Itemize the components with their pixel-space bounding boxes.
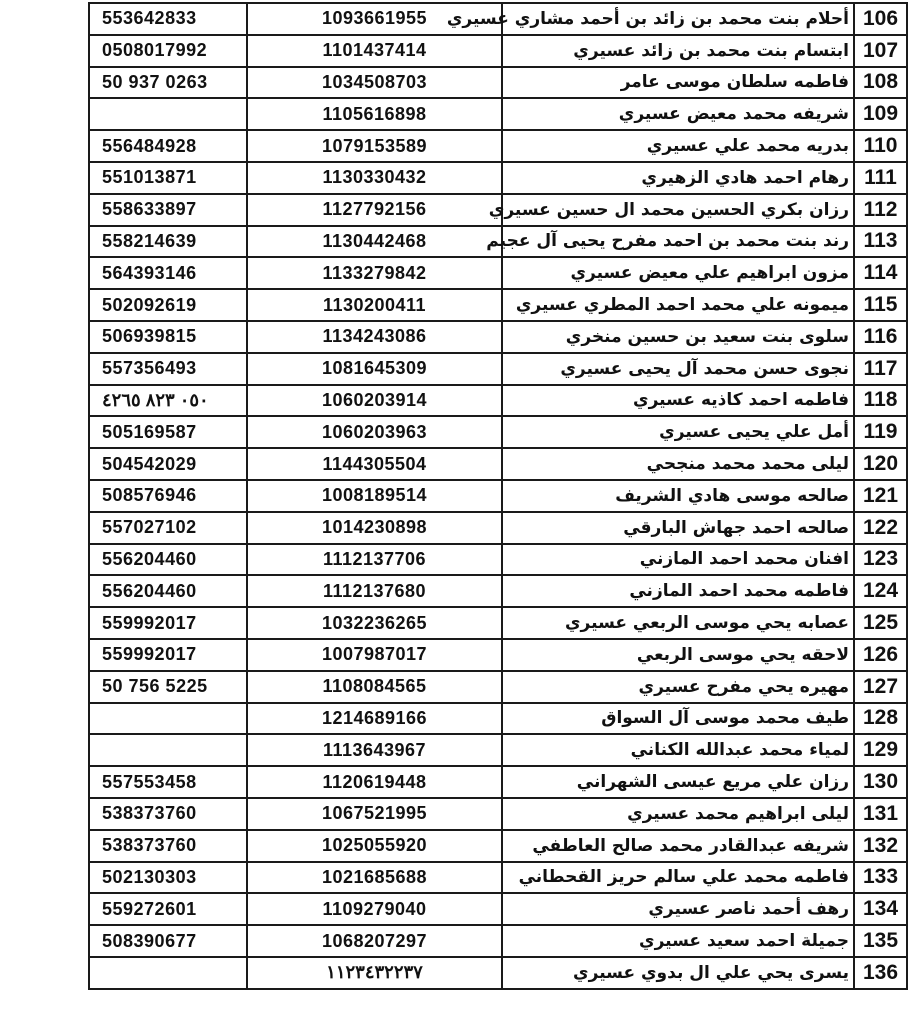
row-number-cell: 119 [854,416,907,448]
id-number-cell: 1105616898 [247,98,502,130]
table-row [89,575,907,607]
phone-cell: 502092619 [89,289,247,321]
row-number-cell: 116 [854,321,907,353]
id-number-cell: 1081645309 [247,353,502,385]
row-number-cell: 129 [854,734,907,766]
name-cell: فاطمه سلطان موسى عامر [502,67,854,99]
table-row [89,830,907,862]
row-number-cell: 128 [854,703,907,735]
phone-cell: 551013871 [89,162,247,194]
id-number-cell: 1130442468 [247,226,502,258]
id-number-cell: 1068207297 [247,925,502,957]
id-number-cell: 1113643967 [247,734,502,766]
table-row [89,162,907,194]
row-number-cell: 118 [854,385,907,417]
id-number-cell: 1008189514 [247,480,502,512]
name-cell: لمياء محمد عبدالله الكناني [502,734,854,766]
table-row [89,67,907,99]
table-row [89,353,907,385]
id-number-cell: 1109279040 [247,893,502,925]
phone-cell: 508390677 [89,925,247,957]
row-number-cell: 111 [854,162,907,194]
table-row [89,98,907,130]
name-cell: مهيره يحي مفرح عسيري [502,671,854,703]
row-number-cell: 113 [854,226,907,258]
id-number-cell: 1133279842 [247,257,502,289]
table-row [89,194,907,226]
id-number-cell: 1101437414 [247,35,502,67]
table-row [89,385,907,417]
row-number-cell: 109 [854,98,907,130]
row-number-cell: 133 [854,862,907,894]
name-cell: سلوى بنت سعيد بن حسين منخري [502,321,854,353]
name-cell: ابتسام بنت محمد بن زائد عسيري [502,35,854,67]
row-number-cell: 117 [854,353,907,385]
phone-cell: ٠٥٠ ٨٢٣ ٤٢٦٥ [89,385,247,417]
table-row [89,639,907,671]
phone-cell: 538373760 [89,830,247,862]
row-number-cell: 123 [854,544,907,576]
row-number-cell: 106 [854,3,907,35]
id-number-cell: 1134243086 [247,321,502,353]
row-number-cell: 126 [854,639,907,671]
name-cell: شريفه عبدالقادر محمد صالح العاطفي [502,830,854,862]
phone-cell: 50 756 5225 [89,671,247,703]
phone-cell [89,957,247,989]
row-number-cell: 132 [854,830,907,862]
name-cell: صالحه احمد جهاش البارقي [502,512,854,544]
table-row [89,512,907,544]
phone-cell [89,98,247,130]
phone-cell: 558633897 [89,194,247,226]
phone-cell: 504542029 [89,448,247,480]
phone-cell: 0508017992 [89,35,247,67]
row-number-cell: 124 [854,575,907,607]
name-cell: فاطمه احمد كاذيه عسيري [502,385,854,417]
id-number-cell: 1214689166 [247,703,502,735]
table-row [89,766,907,798]
row-number-cell: 136 [854,957,907,989]
table-row [89,416,907,448]
table-row [89,893,907,925]
id-number-cell: 1120619448 [247,766,502,798]
phone-cell: 505169587 [89,416,247,448]
name-cell: رهف أحمد ناصر عسيري [502,893,854,925]
phone-cell: 556484928 [89,130,247,162]
name-cell: رهام احمد هادي الزهيري [502,162,854,194]
name-cell: نجوى حسن محمد آل يحيى عسيري [502,353,854,385]
row-number-cell: 125 [854,607,907,639]
phone-cell: 564393146 [89,257,247,289]
table-row [89,130,907,162]
row-number-cell: 120 [854,448,907,480]
phone-cell: 553642833 [89,3,247,35]
table-row [89,925,907,957]
row-number-cell: 115 [854,289,907,321]
table-row [89,734,907,766]
table-row [89,3,907,35]
name-cell: افنان محمد احمد المازني [502,544,854,576]
name-cell: ميمونه علي محمد احمد المطري عسيري [502,289,854,321]
table-row [89,226,907,258]
phone-cell [89,734,247,766]
id-number-cell: 1067521995 [247,798,502,830]
row-number-cell: 122 [854,512,907,544]
phone-cell: 556204460 [89,575,247,607]
phone-cell: 557553458 [89,766,247,798]
id-number-cell: 1130330432 [247,162,502,194]
name-cell: أحلام بنت محمد بن زائد بن أحمد مشاري عسيري [502,3,854,35]
phone-cell: 559992017 [89,639,247,671]
name-cell: مزون ابراهيم علي معيض عسيري [502,257,854,289]
name-cell: ليلى محمد محمد منجحي [502,448,854,480]
name-cell: يسرى يحي علي ال بدوي عسيري [502,957,854,989]
id-number-cell: 1127792156 [247,194,502,226]
id-number-cell: 1112137706 [247,544,502,576]
id-number-cell: 1079153589 [247,130,502,162]
phone-cell: 558214639 [89,226,247,258]
row-number-cell: 134 [854,893,907,925]
table-row [89,321,907,353]
id-number-cell: 1060203963 [247,416,502,448]
table-row [89,480,907,512]
name-cell: جميلة احمد سعيد عسيري [502,925,854,957]
phone-cell: 538373760 [89,798,247,830]
phone-cell: 502130303 [89,862,247,894]
name-cell: طيف محمد موسى آل السواق [502,703,854,735]
phone-cell [89,703,247,735]
phone-cell: 508576946 [89,480,247,512]
phone-cell: 50 937 0263 [89,67,247,99]
table-row [89,671,907,703]
table-row [89,703,907,735]
id-number-cell: 1144305504 [247,448,502,480]
table-row [89,798,907,830]
table-row [89,862,907,894]
row-number-cell: 131 [854,798,907,830]
id-number-cell: 1032236265 [247,607,502,639]
id-number-cell: 1108084565 [247,671,502,703]
name-cell: شريفه محمد معيض عسيري [502,98,854,130]
id-number-cell: 1025055920 [247,830,502,862]
phone-cell: 559272601 [89,893,247,925]
row-number-cell: 127 [854,671,907,703]
id-number-cell: 1007987017 [247,639,502,671]
name-cell: فاطمه محمد احمد المازني [502,575,854,607]
id-number-cell: 1093661955 [247,3,502,35]
row-number-cell: 114 [854,257,907,289]
name-cell: رزان بكري الحسين محمد ال حسين عسيري [502,194,854,226]
document-page [88,2,906,1026]
id-number-cell: 1060203914 [247,385,502,417]
row-number-cell: 108 [854,67,907,99]
id-number-cell: 1130200411 [247,289,502,321]
registry-table [88,2,908,990]
table-row [89,957,907,989]
name-cell: عصابه يحي موسى الربعي عسيري [502,607,854,639]
phone-cell: 557356493 [89,353,247,385]
row-number-cell: 112 [854,194,907,226]
row-number-cell: 107 [854,35,907,67]
table-body [89,3,907,989]
table-row [89,289,907,321]
table-row [89,448,907,480]
phone-cell: 506939815 [89,321,247,353]
name-cell: صالحه موسى هادي الشريف [502,480,854,512]
name-cell: أمل علي يحيى عسيري [502,416,854,448]
id-number-cell: 1034508703 [247,67,502,99]
id-number-cell: ١١٢٣٤٣٢٢٣٧ [247,957,502,989]
name-cell: فاطمه محمد علي سالم حريز القحطاني [502,862,854,894]
row-number-cell: 110 [854,130,907,162]
name-cell: رند بنت محمد بن احمد مفرح يحيى آل عجيم [502,226,854,258]
table-row [89,607,907,639]
table-row [89,544,907,576]
id-number-cell: 1112137680 [247,575,502,607]
id-number-cell: 1014230898 [247,512,502,544]
id-number-cell: 1021685688 [247,862,502,894]
name-cell: لاحقه يحي موسى الربعي [502,639,854,671]
table-row [89,257,907,289]
name-cell: بدريه محمد علي عسيري [502,130,854,162]
phone-cell: 556204460 [89,544,247,576]
name-cell: ليلى ابراهيم محمد عسيري [502,798,854,830]
name-cell: رزان علي مريع عيسى الشهراني [502,766,854,798]
table-row [89,35,907,67]
row-number-cell: 130 [854,766,907,798]
row-number-cell: 135 [854,925,907,957]
row-number-cell: 121 [854,480,907,512]
phone-cell: 557027102 [89,512,247,544]
phone-cell: 559992017 [89,607,247,639]
